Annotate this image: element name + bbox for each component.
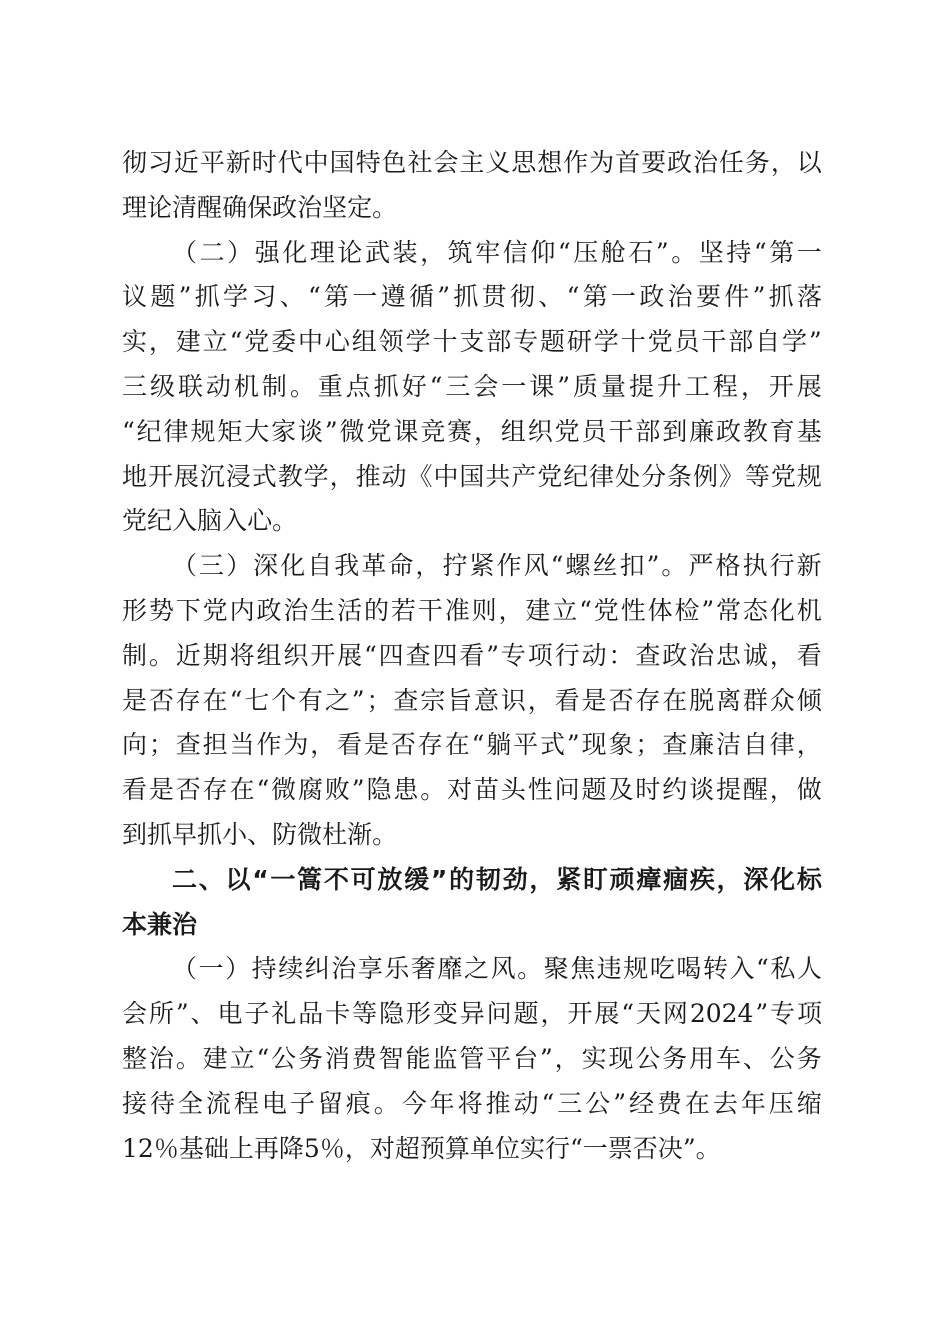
text-line: 12 ％ 基 础 上 再 降 5 ％ ， 对 超 预 算 单 位 实 行 “ 一 票 否 决 ” 。 <box>122 1133 721 1163</box>
text-line: 整 治 。 建 立 “ 公 务 消 费 智 能 监 管 平 台 ” ， 实 现 公 务 用 车 、 公 务 <box>122 1044 822 1073</box>
text-line: 接 待 全 流 程 电 子 留 痕 。 今 年 将 推 动 “ 三 公 ” 经 费 在 去 年 压 缩 <box>122 1088 822 1118</box>
text-line: 彻 习 近 平 新 时 代 中 国 特 色 社 会 主 义 思 想 作 为 首 要 政 治 任 务 ， 以 <box>122 148 822 177</box>
text-line: 到 抓 早 抓 小 、 防 微 杜 渐 。 <box>122 820 398 849</box>
text-line: 议 题 ” 抓 学 习 、 “ 第 一 遵 循 ” 抓 贯 彻 、 “ 第 一 政 治 要 件 ” 抓 落 <box>122 282 822 312</box>
text-line: 看 是 否 存 在 “ 微 腐 败 ” 隐 患 。 对 苗 头 性 问 题 及 时 约 谈 提 醒 ， 做 <box>122 775 822 805</box>
section-heading-line: 本 兼 治 <box>122 909 198 939</box>
text-line: 是 否 存 在 “ 七 个 有 之 ” ； 查 宗 旨 意 识 ， 看 是 否 存 在 脱 离 群 众 倾 <box>122 685 822 715</box>
text-line: 形 势 下 党 内 政 治 生 活 的 若 干 准 则 ， 建 立 “ 党 性 体 检 ” 常 态 化 机 <box>122 596 822 625</box>
text-line: 三 级 联 动 机 制 。 重 点 抓 好 “ 三 会 一 课 ” 质 量 提 升 工 程 ， 开 展 <box>122 372 822 401</box>
text-line: 向 ； 查 担 当 作 为 ， 看 是 否 存 在 “ 躺 平 式 ” 现 象 ； 查 廉 洁 自 律 ， <box>122 730 822 760</box>
section-heading-line: 二 、 以 “ 一 篙 不 可 放 缓 ” 的 韧 劲 ， 紧 盯 顽 瘴 痼 疾 ， 深 化 标 <box>172 864 822 894</box>
text-line: “ 纪 律 规 矩 大 家 谈 ” 微 党 课 竞 赛 ， 组 织 党 员 干 部 到 廉 政 教 育 基 <box>122 416 822 446</box>
text-line: 制 。 近 期 将 组 织 开 展 “ 四 查 四 看 ” 专 项 行 动 ： 查 政 治 忠 诚 ， 看 <box>122 640 822 670</box>
text-line: （ 二 ） 强 化 理 论 武 装 ， 筑 牢 信 仰 “ 压 舱 石 ” 。 坚 持 “ 第 一 <box>172 237 822 267</box>
text-line: （ 一 ） 持 续 纠 治 享 乐 奢 靡 之 风 。 聚 焦 违 规 吃 喝 转 入 “ 私 人 <box>172 954 822 984</box>
text-line: 理 论 清 醒 确 保 政 治 坚 定 。 <box>122 192 398 222</box>
text-line: 实 ， 建 立 “ 党 委 中 心 组 领 学 十 支 部 专 题 研 学 十 党 员 干 部 自 学 ” <box>122 327 822 357</box>
text-line: （ 三 ） 深 化 自 我 革 命 ， 拧 紧 作 风 “ 螺 丝 扣 ” 。 严 格 执 行 新 <box>172 551 822 581</box>
text-line: 党 纪 入 脑 入 心 。 <box>122 506 298 536</box>
text-line: 地 开 展 沉 浸 式 教 学 ， 推 动 《 中 国 共 产 党 纪 律 处 分 条 例 》 等 党 规 <box>122 461 822 491</box>
text-line: 会 所 ” 、 电 子 礼 品 卡 等 隐 形 变 异 问 题 ， 开 展 “ 天 网 2024 ” 专 项 <box>122 999 822 1029</box>
